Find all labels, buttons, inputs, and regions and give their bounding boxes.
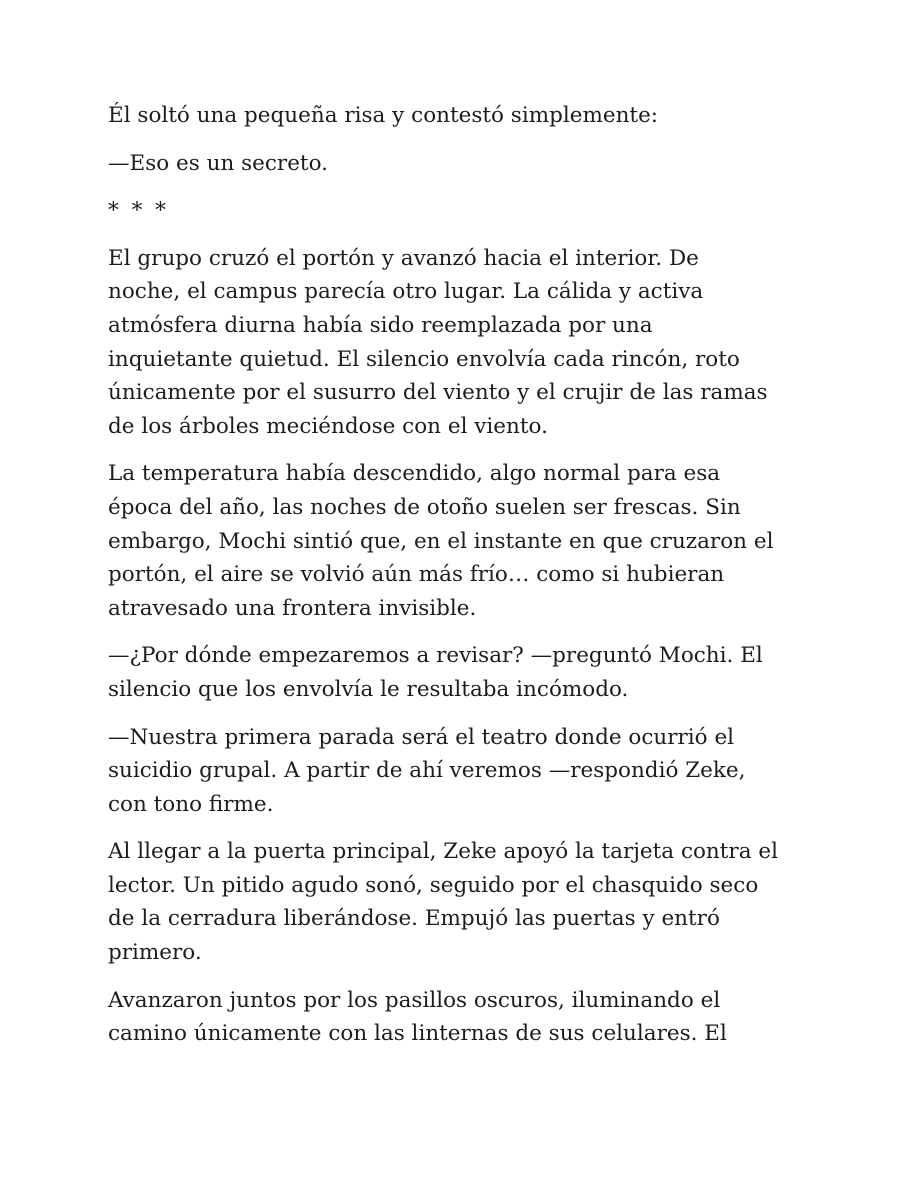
dialogue-line: —Nuestra primera parada será el teatro donde ocurrió el suicidio grupal. A partir de ahí veremos —respondió Zeke, con tono firme. xyxy=(108,724,746,817)
paragraph: Él soltó una pequeña risa y contestó simplemente: xyxy=(108,103,659,128)
dialogue-line: —¿Por dónde empezaremos a revisar? —preguntó Mochi. El silencio que los envolvía le resultaba incómodo. xyxy=(108,643,763,702)
paragraph: Avanzaron juntos por los pasillos oscuros, iluminando el camino únicamente con las linternas de sus celulares. El xyxy=(108,987,727,1047)
paragraph: La temperatura había descendido, algo normal para esa época del año, las noches de otoño suelen ser frescas. Sin embargo, Mochi sintió que, en el instante en que cruzaron el portón, el aire se volvió aún más frío… como si hubieran atravesado una frontera invisible. xyxy=(108,461,774,621)
scene-break: * * * xyxy=(108,198,169,224)
paragraph: Al llegar a la puerta principal, Zeke apoyó la tarjeta contra el lector. Un pitido agudo sonó, seguido por el chasquido seco de la cerradura liberándose. Empujó las puertas y entró primero. xyxy=(108,839,778,966)
dialogue-line: —Eso es un secreto. xyxy=(108,150,328,176)
paragraph: El grupo cruzó el portón y avanzó hacia el interior. De noche, el campus parecía otro lugar. La cálida y activa atmósfera diurna había sido reemplazada por una inquietante quietud. El silencio envolvía cada rincón, roto únicamente por el susurro del viento y el crujir de las ramas de los árboles meciéndose con el viento. xyxy=(108,245,768,439)
